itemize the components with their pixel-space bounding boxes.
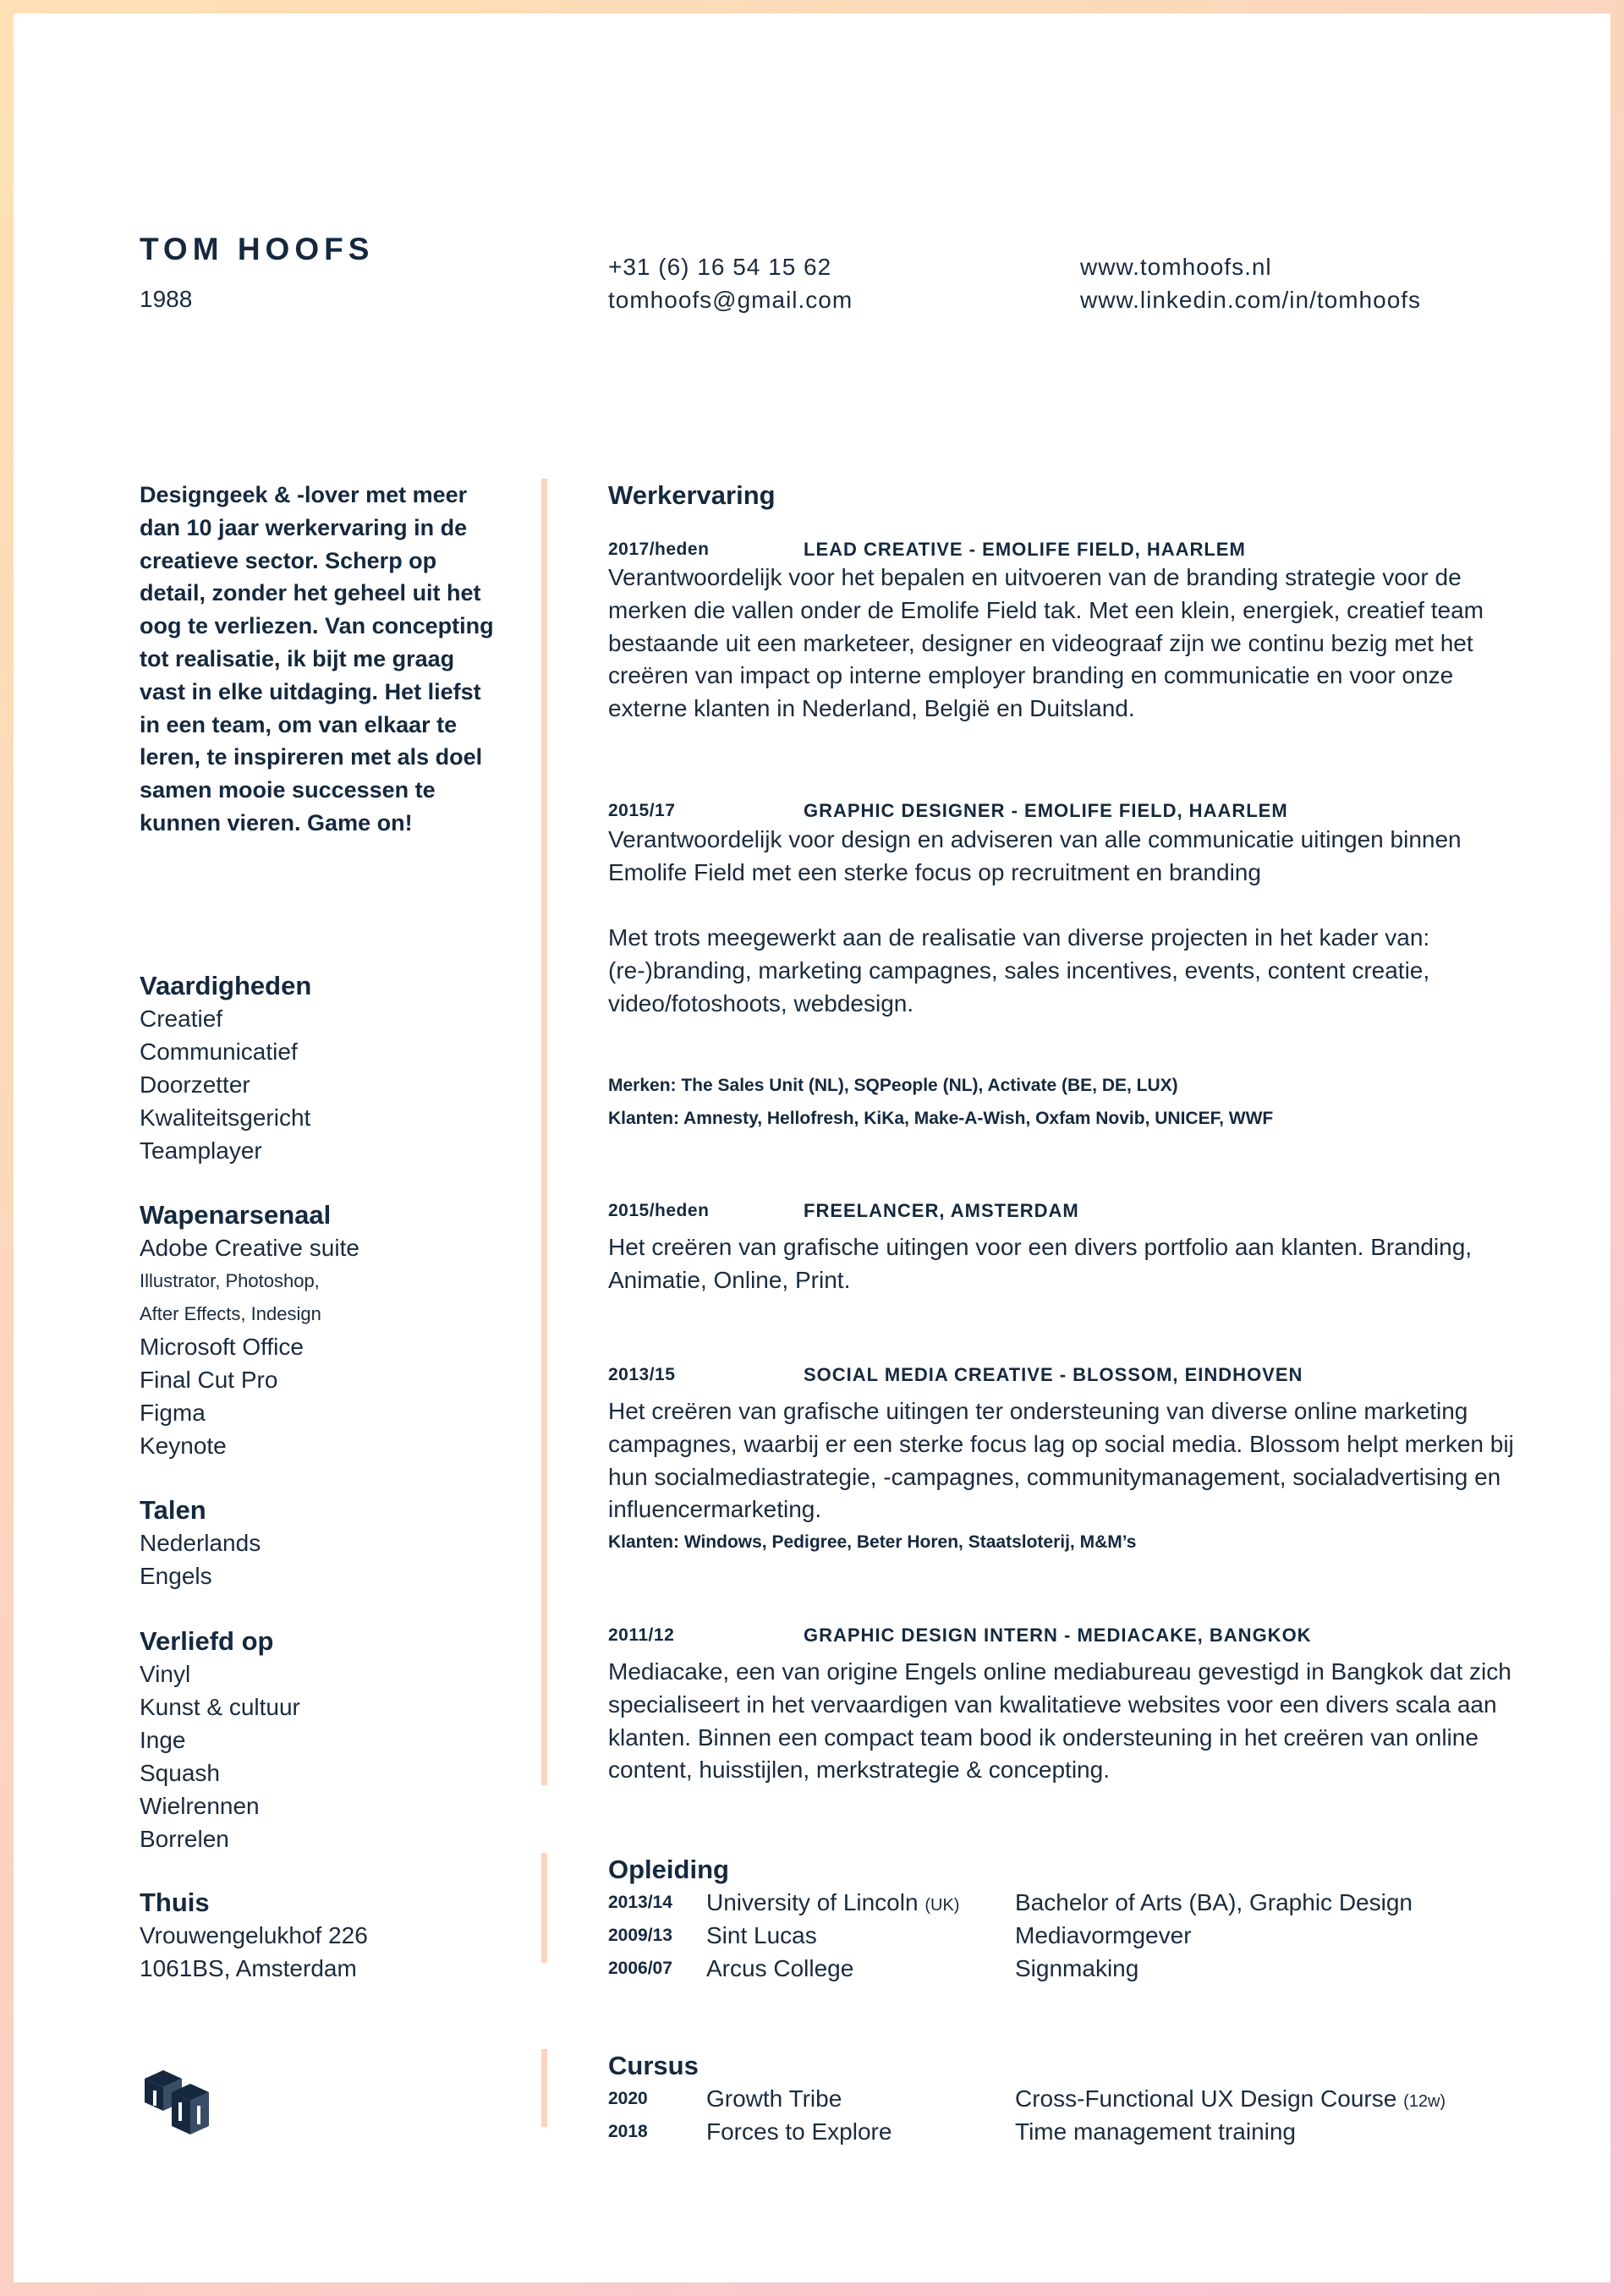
website-link[interactable]: www.tomhoofs.nl bbox=[1080, 254, 1272, 280]
job-title: SOCIAL MEDIA CREATIVE - BLOSSOM, EINDHOVEN bbox=[804, 1364, 1303, 1385]
education-school: Arcus College bbox=[706, 1955, 854, 1981]
job-description: Het creëren van grafische uitingen voor een divers portfolio aan klanten. Branding, Animatie, Online, Print. bbox=[608, 1234, 1473, 1293]
education-years: 2006/07 bbox=[608, 1959, 672, 1978]
love-item: Borrelen bbox=[140, 1826, 229, 1852]
love-item: Wielrennen bbox=[140, 1793, 260, 1819]
person-name: TOM HOOFS bbox=[140, 232, 375, 266]
tool-item: Adobe Creative suite bbox=[140, 1235, 359, 1261]
education-row bbox=[608, 1952, 1589, 1985]
education-heading: Opleiding bbox=[608, 1855, 729, 1884]
course-row bbox=[608, 2082, 1589, 2115]
education-school-name: University of Lincoln bbox=[706, 1889, 919, 1915]
job-period: 2011/12 bbox=[608, 1625, 675, 1645]
job-period: 2017/heden bbox=[608, 540, 710, 559]
linkedin-link[interactable]: www.linkedin.com/in/tomhoofs bbox=[1080, 287, 1422, 313]
skill-item: Kwaliteitsgericht bbox=[140, 1104, 311, 1131]
job-description: Het creëren van grafische uitingen ter ondersteuning van diverse online marketing campagnes, waarbij er een sterke focus lag op social media. Blossom helpt merken bij hun socialmediastrategie, -campagnes, communitymanagement, socialadvertising en influencermarketing. bbox=[608, 1398, 1514, 1523]
job-period: 2015/heden bbox=[608, 1201, 710, 1220]
phone-number[interactable]: +31 (6) 16 54 15 62 bbox=[608, 254, 832, 280]
experience-heading: Werkervaring bbox=[608, 480, 776, 510]
home-city: 1061BS, Amsterdam bbox=[140, 1955, 357, 1981]
resume-page bbox=[14, 14, 1610, 2282]
job-period: 2013/15 bbox=[608, 1365, 676, 1384]
education-school: Sint Lucas bbox=[706, 1922, 817, 1948]
tool-sub-item: After Effects, Indesign bbox=[140, 1303, 321, 1324]
education-years: 2009/13 bbox=[608, 1926, 672, 1945]
education-degree: Mediavormgever bbox=[1015, 1922, 1192, 1948]
home-heading: Thuis bbox=[140, 1888, 210, 1917]
skills-section bbox=[140, 969, 311, 1167]
education-row bbox=[608, 1886, 1589, 1919]
th-monogram-logo-icon bbox=[138, 2069, 214, 2140]
job-clients: Klanten: Windows, Pedigree, Beter Horen, Staatsloterij, M&M’s bbox=[608, 1532, 1137, 1552]
course-provider: Forces to Explore bbox=[706, 2118, 892, 2145]
education-school bbox=[706, 1886, 959, 1922]
course-provider: Growth Tribe bbox=[706, 2085, 842, 2112]
course-name bbox=[1015, 2082, 1446, 2118]
courses-heading: Cursus bbox=[608, 2051, 699, 2080]
job-description-extra: Met trots meegewerkt aan de realisatie van diverse projecten in het kader van: (re-)branding, marketing campagnes, sales incentives, events, content creatie, video/fotoshoots, webdesign. bbox=[608, 924, 1430, 1016]
job-clients: Klanten: Amnesty, Hellofresh, KiKa, Make-A-Wish, Oxfam Novib, UNICEF, WWF bbox=[608, 1109, 1274, 1128]
intro-text: Designgeek & -lover met meer dan 10 jaar werkervaring in de creatieve sector. Scherp op detail, zonder het geheel uit het oog te verliezen. Van concepting tot realisatie, ik bijt me graag vast in elke uitdaging. Het liefst in een team, om van elkaar te leren, te inspireren met als doel samen mooie successen te kunnen vieren. Game on! bbox=[140, 482, 494, 836]
language-item: Nederlands bbox=[140, 1530, 261, 1556]
skills-heading: Vaardigheden bbox=[140, 971, 312, 1000]
education-years: 2013/14 bbox=[608, 1893, 672, 1912]
love-item: Kunst & cultuur bbox=[140, 1694, 300, 1720]
love-item: Vinyl bbox=[140, 1661, 191, 1687]
languages-list bbox=[140, 1526, 261, 1592]
course-year: 2020 bbox=[608, 2089, 648, 2108]
skill-item: Creatief bbox=[140, 1006, 223, 1032]
birth-year: 1988 bbox=[140, 286, 193, 312]
job-title: FREELANCER, AMSTERDAM bbox=[804, 1200, 1079, 1221]
course-duration: (12w) bbox=[1403, 2092, 1446, 2111]
job-title: GRAPHIC DESIGNER - EMOLIFE FIELD, HAARLEM bbox=[804, 800, 1288, 821]
job-brands: Merken: The Sales Unit (NL), SQPeople (NL), Activate (BE, DE, LUX) bbox=[608, 1076, 1178, 1095]
skills-list bbox=[140, 1002, 311, 1167]
skill-item: Doorzetter bbox=[140, 1071, 250, 1098]
loves-section bbox=[140, 1625, 300, 1855]
job-description: Verantwoordelijk voor het bepalen en uitvoeren van de branding strategie voor de merken die vallen onder de Emolife Field tak. Met een klein, energiek, creatief team bestaande uit een marketeer, designer en videograaf zijn we continu bezig met het creëren van impact op interne employer branding en communicatie en voor onze externe klanten in Nederland, België en Duitsland. bbox=[608, 564, 1484, 722]
skill-item: Communicatief bbox=[140, 1038, 298, 1065]
tool-item: Keynote bbox=[140, 1433, 227, 1459]
languages-section bbox=[140, 1493, 261, 1592]
course-name: Time management training bbox=[1015, 2118, 1297, 2145]
home-street: Vrouwengelukhof 226 bbox=[140, 1922, 368, 1948]
language-item: Engels bbox=[140, 1563, 212, 1589]
tools-list bbox=[140, 1231, 359, 1462]
tool-item: Microsoft Office bbox=[140, 1334, 304, 1360]
job-title: LEAD CREATIVE - EMOLIFE FIELD, HAARLEM bbox=[804, 539, 1246, 560]
loves-heading: Verliefd op bbox=[140, 1626, 274, 1656]
education-school-country: (UK) bbox=[924, 1896, 960, 1915]
job-description: Verantwoordelijk voor design en adviseren van alle communicatie uitingen binnen Emolife Field met een sterke focus op recruitment en branding bbox=[608, 826, 1462, 885]
job-title: GRAPHIC DESIGN INTERN - MEDIACAKE, BANGKOK bbox=[804, 1625, 1312, 1646]
divider-bar-courses bbox=[541, 2049, 547, 2127]
divider-bar-education bbox=[541, 1853, 547, 1963]
divider-bar-experience bbox=[541, 479, 547, 1785]
skill-item: Teamplayer bbox=[140, 1137, 262, 1164]
tool-item: Final Cut Pro bbox=[140, 1367, 278, 1393]
tool-item: Figma bbox=[140, 1400, 206, 1426]
course-row bbox=[608, 2115, 1589, 2148]
home-section bbox=[140, 1886, 368, 1985]
love-item: Squash bbox=[140, 1760, 220, 1786]
job-description: Mediacake, een van origine Engels online mediabureau gevestigd in Bangkok dat zich specialiseert in het vervaardigen van kwalitatieve websites voor een divers scala aan klanten. Binnen een compact team bood ik ondersteuning in het creëren van online content, huisstijlen, merkstrategie & concepting. bbox=[608, 1658, 1512, 1784]
education-degree: Bachelor of Arts (BA), Graphic Design bbox=[1015, 1889, 1413, 1915]
email-link[interactable]: tomhoofs@gmail.com bbox=[608, 287, 853, 313]
job-period: 2015/17 bbox=[608, 801, 676, 820]
tool-sub-item: Illustrator, Photoshop, bbox=[140, 1270, 320, 1291]
loves-list bbox=[140, 1658, 300, 1855]
education-row bbox=[608, 1919, 1589, 1952]
tools-heading: Wapenarsenaal bbox=[140, 1200, 332, 1230]
languages-heading: Talen bbox=[140, 1495, 206, 1525]
course-title: Cross-Functional UX Design Course bbox=[1015, 2085, 1397, 2112]
tools-section bbox=[140, 1198, 359, 1462]
love-item: Inge bbox=[140, 1727, 186, 1753]
education-degree: Signmaking bbox=[1015, 1955, 1139, 1981]
course-year: 2018 bbox=[608, 2122, 648, 2141]
